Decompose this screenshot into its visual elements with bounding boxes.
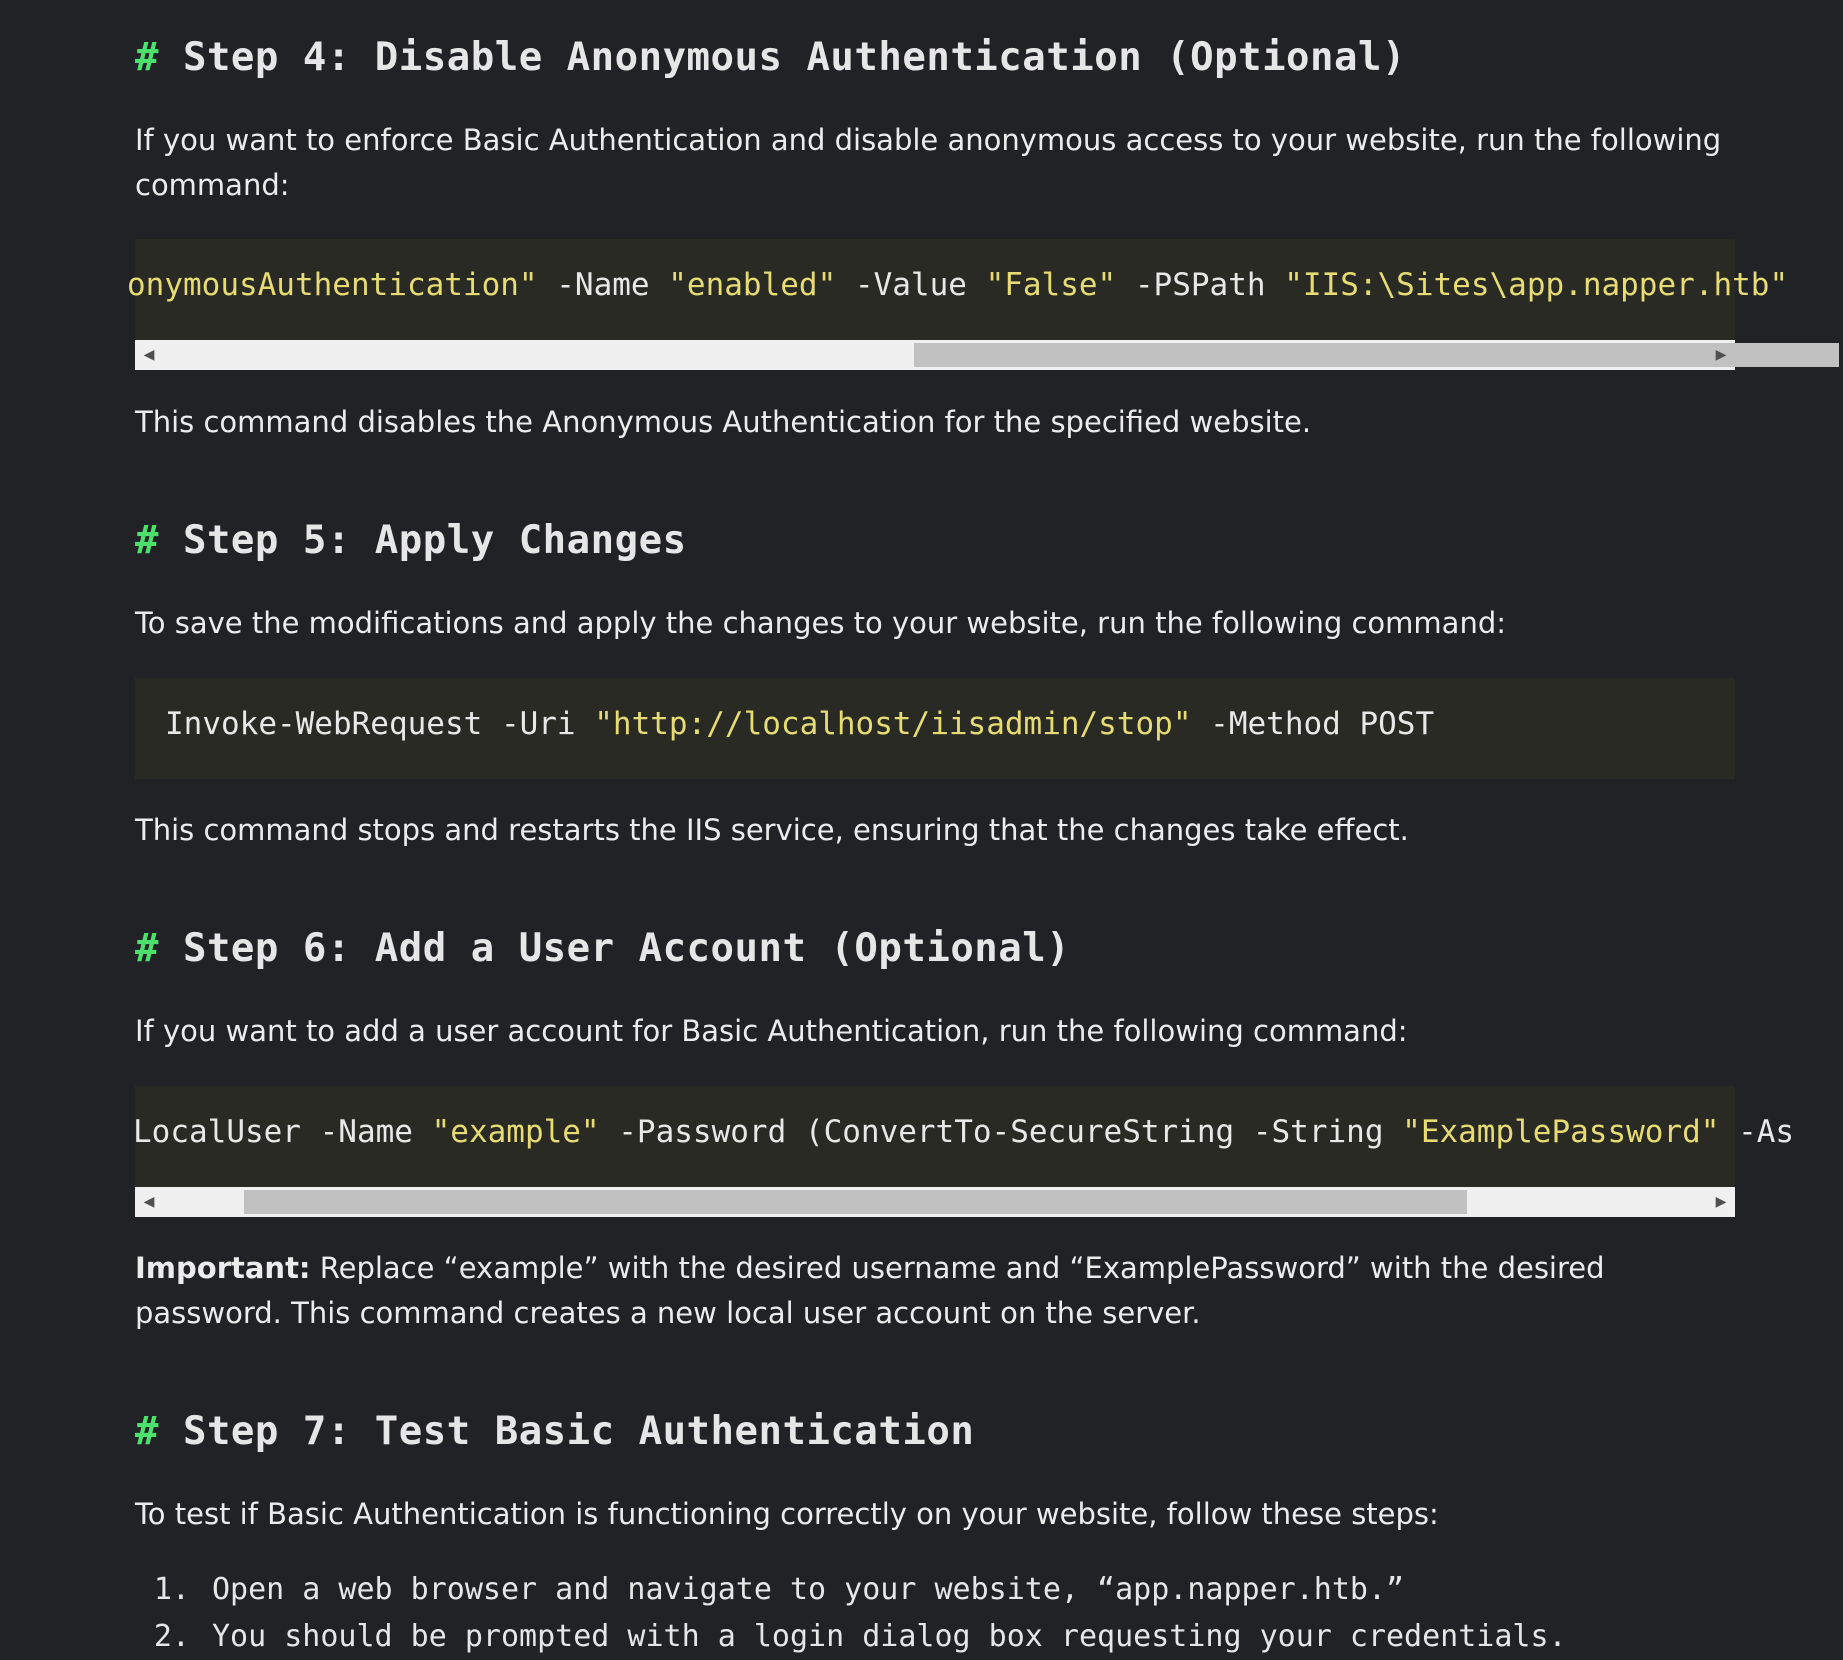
step5-title: Step 5: Apply Changes xyxy=(182,518,687,563)
step6-note xyxy=(135,1246,1735,1336)
code-area xyxy=(135,678,1735,779)
hash-mark: # xyxy=(135,518,159,563)
code-token: "ExamplePassword" xyxy=(1402,1114,1720,1150)
scroll-left-icon[interactable]: ◀ xyxy=(143,1194,155,1210)
list-item xyxy=(135,1566,1735,1613)
step7-intro: To test if Basic Authentication is functioning correctly on your website, follow these steps: xyxy=(135,1497,1439,1531)
code-token: -PSPath xyxy=(1116,267,1285,303)
code-token: -Name xyxy=(537,267,669,303)
step4-heading xyxy=(135,35,1406,80)
step7-title: Step 7: Test Basic Authentication xyxy=(182,1409,975,1454)
code-token: onymousAuthentication" xyxy=(127,267,538,303)
horizontal-scrollbar[interactable] xyxy=(135,340,1735,370)
hash-mark: # xyxy=(135,35,159,80)
code-token: "False" xyxy=(985,267,1117,303)
code-text xyxy=(165,706,1434,742)
step4-code-block[interactable] xyxy=(127,239,1789,370)
step6-code-block[interactable] xyxy=(133,1086,1795,1217)
horizontal-scrollbar[interactable] xyxy=(135,1187,1735,1217)
code-token: -As xyxy=(1719,1114,1795,1150)
scrollbar-thumb[interactable] xyxy=(244,1190,1467,1214)
step4-intro: If you want to enforce Basic Authentication and disable anonymous access to your website, run the following command: xyxy=(135,123,1722,202)
scroll-right-icon[interactable]: ▶ xyxy=(1715,1194,1727,1210)
list-text: You should be prompted with a login dialog box requesting your credentials. xyxy=(212,1619,1567,1654)
code-token: LocalUser -Name xyxy=(133,1114,432,1150)
code-area xyxy=(127,239,1789,340)
step5-outro: This command stops and restarts the IIS service, ensuring that the changes take effect. xyxy=(135,813,1409,847)
list-number: 2. xyxy=(153,1619,190,1654)
step7-list xyxy=(135,1566,1735,1660)
list-text: Open a web browser and navigate to your website, “app.napper.htb.” xyxy=(212,1572,1405,1607)
code-text xyxy=(127,267,1788,303)
hash-mark: # xyxy=(135,926,159,971)
code-token: "enabled" xyxy=(668,267,837,303)
code-area xyxy=(133,1086,1795,1187)
code-text xyxy=(133,1114,1794,1150)
scrollbar-thumb[interactable] xyxy=(914,343,1839,367)
note-text: Replace “example” with the desired username and “ExamplePassword” with the desired password. This command creates a new local user account on the server. xyxy=(135,1251,1605,1330)
step6-title: Step 6: Add a User Account (Optional) xyxy=(182,926,1071,971)
scroll-right-icon[interactable]: ▶ xyxy=(1715,347,1727,363)
code-token: -Method POST xyxy=(1191,706,1435,742)
step4-title: Step 4: Disable Anonymous Authentication (Optional) xyxy=(182,35,1406,80)
code-token: -Value xyxy=(836,267,986,303)
code-token: -Password (ConvertTo-SecureString -String xyxy=(599,1114,1403,1150)
step6-intro: If you want to add a user account for Basic Authentication, run the following command: xyxy=(135,1014,1408,1048)
step7-heading xyxy=(135,1409,974,1454)
code-token: "example" xyxy=(431,1114,600,1150)
note-label: Important: xyxy=(135,1251,311,1285)
list-number: 1. xyxy=(153,1572,190,1607)
code-token: Invoke-WebRequest -Uri xyxy=(165,706,595,742)
step5-heading xyxy=(135,518,687,563)
step5-code-block[interactable] xyxy=(135,678,1735,779)
code-token: "IIS:\Sites\app.napper.htb" xyxy=(1284,267,1789,303)
step4-outro: This command disables the Anonymous Authentication for the specified website. xyxy=(135,405,1312,439)
scroll-left-icon[interactable]: ◀ xyxy=(143,347,155,363)
hash-mark: # xyxy=(135,1409,159,1454)
step5-intro: To save the modifications and apply the changes to your website, run the following command: xyxy=(135,606,1507,640)
code-token: "http://localhost/iisadmin/stop" xyxy=(594,706,1192,742)
step6-heading xyxy=(135,926,1070,971)
list-item xyxy=(135,1613,1735,1660)
